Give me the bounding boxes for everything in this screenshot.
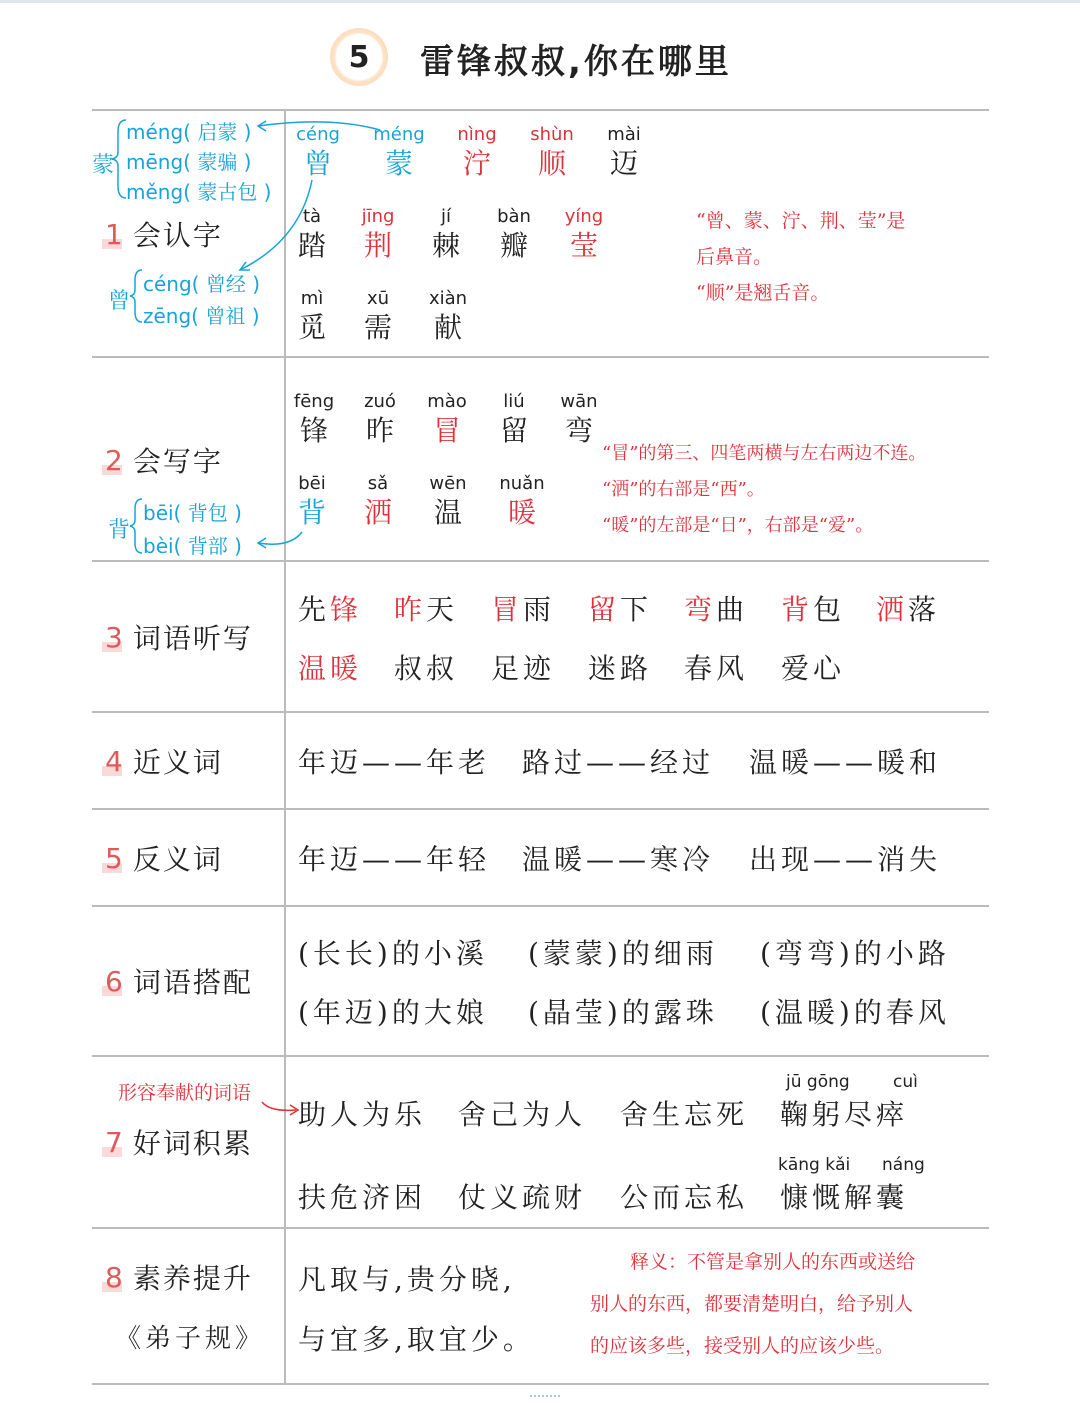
bei-char: 背 [108,518,131,543]
pinyin-annotation: náng [882,1155,925,1175]
s2-note-3: “暖”的左部是“日”，右部是“爱”。 [602,515,874,536]
char-cell [343,206,413,264]
ceng-reading-1: céng( 曾经 ) [143,272,260,296]
antonym-pair: 年迈——年轻 [298,843,491,876]
word-char: 心 [813,652,846,685]
char-cell [277,288,347,346]
section-number: 2 [105,443,123,477]
section-number: 1 [105,217,123,251]
pinyin: sǎ [367,473,389,494]
section-name: 近义词 [132,746,223,779]
word-char: 足 [491,652,524,685]
word-collocation: (弯弯)的小路 [760,937,950,970]
dictation-word [298,647,362,687]
idiom: 舍生忘死 [620,1098,749,1131]
pinyin: bēi [298,473,326,494]
word-char: 锋 [330,593,363,626]
section-number: 3 [105,620,123,654]
ceng-char: 曾 [108,289,131,314]
dizigui-line-1: 凡取与,贵分晓, [298,1263,516,1296]
char-cell [589,124,659,182]
char-cell [413,288,483,346]
word-char: 下 [620,593,653,626]
section-8-sub: 《弟子规》 [115,1324,266,1354]
char-cell [343,473,413,531]
antonym-pair: 温暖——寒冷 [522,843,715,876]
section-number: 5 [105,841,123,875]
word-collocation: (长长)的小溪 [298,937,488,970]
pinyin: nìng [457,124,497,145]
char-cell [277,206,347,264]
word-char: 留 [588,593,621,626]
s1-note-1: “曾、蒙、泞、荆、莹”是 [696,210,906,232]
hanzi: 洒 [363,496,392,529]
hanzi: 泞 [462,147,491,180]
dictation-word [588,647,652,687]
word-char: 雨 [523,593,556,626]
pinyin: tà [302,206,322,227]
idiom: 舍己为人 [458,1098,587,1131]
word-char: 风 [716,652,749,685]
idiom: 鞠躬尽瘁 [780,1098,909,1131]
pinyin: nuǎn [499,473,545,494]
char-cell [549,206,619,264]
pinyin-annotation: kāng kǎi [778,1155,851,1175]
dictation-word [491,588,555,628]
pinyin: fēng [293,391,335,412]
dictation-word [394,647,458,687]
idiom: 助人为乐 [298,1098,427,1131]
section-name: 会写字 [132,445,223,478]
word-char: 路 [620,652,653,685]
word-collocation: (晶莹)的露珠 [528,996,718,1029]
word-char: 弯 [684,593,717,626]
section-number: 8 [105,1260,123,1294]
s8-explanation-2: 别人的东西，都要清楚明白，给予别人 [590,1293,914,1315]
word-char: 迷 [588,652,621,685]
word-char: 迹 [523,652,556,685]
section-number: 7 [105,1125,123,1159]
word-char: 包 [813,593,846,626]
pinyin: wēn [429,473,467,494]
ceng-reading-2: zēng( 曾祖 ) [143,304,260,328]
meng-char: 蒙 [92,153,115,178]
pinyin-annotation: jū gōng [786,1072,850,1092]
s1-note-3: “顺”是翘舌音。 [696,282,830,304]
char-cell [479,391,549,449]
word-collocation: (温暖)的春风 [760,996,950,1029]
section-name: 反义词 [132,843,223,876]
meng-reading-1: méng( 启蒙 ) [126,120,252,144]
hanzi: 踏 [297,229,326,262]
idiom: 扶危济困 [298,1181,427,1214]
hanzi: 暖 [507,496,536,529]
dizigui-line-2: 与宜多,取宜少。 [298,1323,535,1356]
idiom: 慷慨解囊 [780,1181,909,1214]
word-char: 春 [684,652,717,685]
s2-note-1: “冒”的第三、四笔两横与左右两边不连。 [602,443,927,464]
pinyin: liú [503,391,525,412]
dictation-word [684,647,748,687]
char-cell [442,124,512,182]
word-char: 叔 [394,652,427,685]
char-cell [413,473,483,531]
hanzi: 瓣 [499,229,528,262]
lesson-number: 5 [348,39,370,75]
pinyin: mào [427,391,467,412]
pinyin: jí [440,206,451,227]
hanzi: 蒙 [384,147,413,180]
word-char: 昨 [394,593,427,626]
dictation-word [781,588,845,628]
word-char: 叔 [426,652,459,685]
char-cell [364,124,434,182]
pinyin-annotation: cuì [893,1072,918,1092]
synonym-pair: 年迈——年老 [298,746,491,779]
word-char: 落 [908,593,941,626]
word-collocation: (年迈)的大娘 [298,996,488,1029]
hanzi: 迈 [609,147,638,180]
s2-note-2: “洒”的右部是“西”。 [602,479,765,500]
hanzi: 觅 [297,311,326,344]
hanzi: 棘 [431,229,460,262]
char-cell [343,288,413,346]
dictation-word [588,588,652,628]
word-char: 爱 [781,652,814,685]
section-name: 词语听写 [132,622,253,655]
hanzi: 献 [433,311,462,344]
hanzi: 需 [363,311,392,344]
hanzi: 留 [499,414,528,447]
dictation-word [491,647,555,687]
char-cell [487,473,557,531]
hanzi: 莹 [569,229,598,262]
pinyin: mài [607,124,641,145]
char-cell [517,124,587,182]
idiom: 公而忘私 [620,1181,749,1214]
word-char: 冒 [491,593,524,626]
lesson-title: 雷锋叔叔,你在哪里 [420,42,732,82]
pinyin: yíng [564,206,604,227]
dictation-word [876,588,940,628]
char-cell [277,473,347,531]
hanzi: 冒 [432,414,461,447]
word-char: 背 [781,593,814,626]
pinyin: xū [366,288,390,309]
bei-reading-1: bēi( 背包 ) [143,501,242,525]
word-char: 曲 [716,593,749,626]
dictation-word [684,588,748,628]
dictation-word [781,647,845,687]
section-number: 4 [105,744,123,778]
pinyin: zuó [364,391,396,412]
word-char: 洒 [876,593,909,626]
dictation-word [394,588,458,628]
hanzi: 锋 [299,414,328,447]
pinyin: xiàn [428,288,468,309]
char-cell [345,391,415,449]
word-collocation: (蒙蒙)的细雨 [528,937,718,970]
s7-note: 形容奉献的词语 [118,1082,252,1104]
pinyin: méng [373,124,425,145]
hanzi: 昨 [365,414,394,447]
section-name: 词语搭配 [132,966,253,999]
idiom: 仗义疏财 [458,1181,587,1214]
pinyin: mì [300,288,324,309]
char-cell [479,206,549,264]
pinyin: céng [296,124,340,145]
synonym-pair: 路过——经过 [522,746,715,779]
bei-reading-2: bèi( 背部 ) [143,534,242,558]
hanzi: 温 [433,496,462,529]
section-number: 6 [105,964,123,998]
s1-note-2: 后鼻音。 [696,246,773,268]
word-char: 温 [298,652,331,685]
char-cell [411,206,481,264]
word-char: 先 [298,593,331,626]
hanzi: 顺 [537,147,566,180]
synonym-pair: 温暖——暖和 [749,746,942,779]
meng-reading-3: měng( 蒙古包 ) [126,180,272,204]
hanzi: 曾 [303,147,332,180]
char-cell [279,391,349,449]
pinyin: shùn [530,124,574,145]
section-name: 素养提升 [132,1262,253,1295]
hanzi: 背 [297,496,326,529]
page-footer-mark [530,1395,560,1403]
section-name: 好词积累 [132,1127,253,1160]
char-cell [283,124,353,182]
hanzi: 荆 [363,229,392,262]
meng-reading-2: mēng( 蒙骗 ) [126,150,252,174]
section-name: 会认字 [132,219,223,252]
pinyin: bàn [497,206,531,227]
antonym-pair: 出现——消失 [749,843,942,876]
dictation-word [298,588,362,628]
word-char: 暖 [330,652,363,685]
word-char: 天 [426,593,459,626]
char-cell [412,391,482,449]
s8-explanation-1: 释义：不管是拿别人的东西或送给 [630,1251,916,1273]
pinyin: jīng [361,206,395,227]
hanzi: 弯 [564,414,593,447]
pinyin: wān [560,391,598,412]
s8-explanation-3: 的应该多些，接受别人的应该少些。 [590,1335,895,1357]
